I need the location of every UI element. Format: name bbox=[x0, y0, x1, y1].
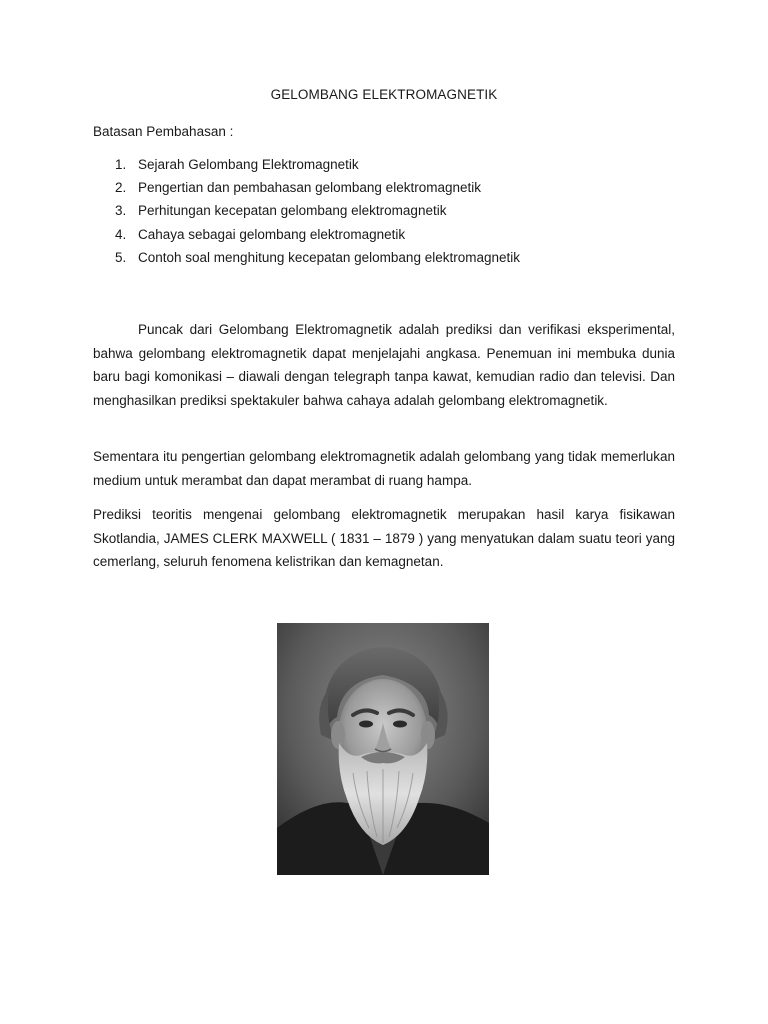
paragraph-definition: Sementara itu pengertian gelombang elektromagnetik adalah gelombang yang tidak memerlukan medium untuk merambat dan dapat merambat di ruang hampa. bbox=[93, 449, 675, 488]
list-item-text: Perhitungan kecepatan gelombang elektromagnetik bbox=[138, 203, 447, 219]
list-item-number: 2. bbox=[115, 180, 127, 196]
scope-heading: Batasan Pembahasan : bbox=[93, 124, 234, 139]
paragraph-intro: Puncak dari Gelombang Elektromagnetik adalah prediksi dan verifikasi eksperimental, bahwa gelombang elektromagnetik dapat menjelajahi angkasa. Penemuan ini membuka dunia baru bagi komonikasi – diawali dengan telegraph tanpa kawat, kemudian radio dan televisi. Dan menghasilkan prediksi spektakuler bahwa cahaya adalah gelombang elektromagnetik. bbox=[93, 322, 675, 408]
list-item-number: 4. bbox=[115, 226, 127, 242]
list-item-text: Contoh soal menghitung kecepatan gelombang elektromagnetik bbox=[138, 249, 521, 265]
list-item-text: Cahaya sebagai gelombang elektromagnetik bbox=[138, 226, 406, 242]
list-item-number: 3. bbox=[115, 203, 127, 219]
maxwell-portrait-image bbox=[277, 623, 489, 875]
list-item-text: Pengertian dan pembahasan gelombang elektromagnetik bbox=[138, 180, 481, 196]
list-item-number: 1. bbox=[115, 157, 127, 172]
paragraph-maxwell: Prediksi teoritis mengenai gelombang elektromagnetik merupakan hasil karya fisikawan Skotlandia, JAMES CLERK MAXWELL ( 1831 – 1879 ) yang menyatukan dalam suatu teori yang cemerlang, seluruh fenomena kelistrikan dan kemagnetan. bbox=[93, 507, 675, 569]
document-title: GELOMBANG ELEKTROMAGNETIK bbox=[270, 87, 498, 102]
list-item-number: 5. bbox=[115, 249, 127, 265]
list-item-text: Sejarah Gelombang Elektromagnetik bbox=[138, 157, 359, 172]
